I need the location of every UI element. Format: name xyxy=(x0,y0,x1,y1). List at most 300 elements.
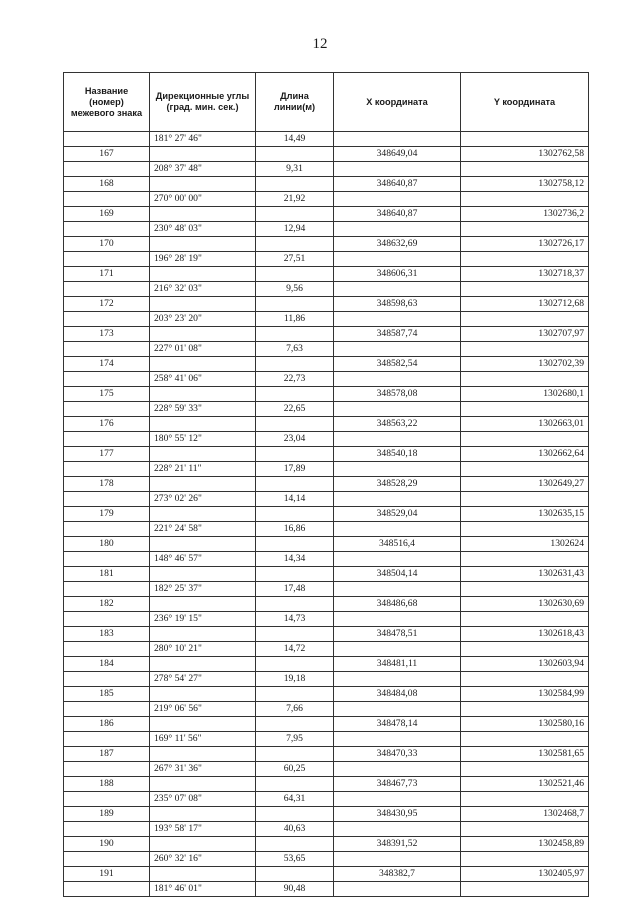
cell-angle xyxy=(150,267,256,282)
cell-length: 40,63 xyxy=(256,822,334,837)
cell-y xyxy=(461,492,589,507)
cell-angle: 228° 21' 11" xyxy=(150,462,256,477)
cell-name xyxy=(64,552,150,567)
cell-name xyxy=(64,882,150,897)
cell-x: 348430,95 xyxy=(334,807,461,822)
table-row xyxy=(64,162,589,177)
cell-angle xyxy=(150,207,256,222)
cell-name: 176 xyxy=(64,417,150,432)
cell-y xyxy=(461,852,589,867)
cell-x: 348563,22 xyxy=(334,417,461,432)
cell-length xyxy=(256,387,334,402)
cell-length: 14,72 xyxy=(256,642,334,657)
cell-length xyxy=(256,717,334,732)
cell-name: 167 xyxy=(64,147,150,162)
coordinates-table xyxy=(63,72,589,897)
table-row xyxy=(64,252,589,267)
cell-angle: 203° 23' 20" xyxy=(150,312,256,327)
table-row xyxy=(64,192,589,207)
cell-length xyxy=(256,807,334,822)
table-row xyxy=(64,747,589,762)
cell-length: 14,49 xyxy=(256,132,334,147)
cell-angle xyxy=(150,297,256,312)
cell-angle: 196° 28' 19" xyxy=(150,252,256,267)
cell-y: 1302631,43 xyxy=(461,567,589,582)
cell-length: 27,51 xyxy=(256,252,334,267)
cell-angle: 258° 41' 06" xyxy=(150,372,256,387)
cell-name: 180 xyxy=(64,537,150,552)
cell-x xyxy=(334,612,461,627)
cell-y: 1302624 xyxy=(461,537,589,552)
cell-angle xyxy=(150,357,256,372)
cell-angle: 270° 00' 00" xyxy=(150,192,256,207)
cell-x xyxy=(334,402,461,417)
cell-name: 177 xyxy=(64,447,150,462)
table-row xyxy=(64,702,589,717)
cell-length xyxy=(256,327,334,342)
cell-length xyxy=(256,837,334,852)
cell-x xyxy=(334,552,461,567)
table-row xyxy=(64,567,589,582)
cell-y xyxy=(461,552,589,567)
cell-y: 1302736,2 xyxy=(461,207,589,222)
table-row xyxy=(64,852,589,867)
cell-length xyxy=(256,237,334,252)
cell-length xyxy=(256,537,334,552)
table-row xyxy=(64,762,589,777)
table-body xyxy=(64,132,589,897)
cell-name: 173 xyxy=(64,327,150,342)
cell-y: 1302521,46 xyxy=(461,777,589,792)
table-row xyxy=(64,672,589,687)
cell-length: 14,34 xyxy=(256,552,334,567)
cell-x xyxy=(334,672,461,687)
cell-angle xyxy=(150,447,256,462)
cell-x xyxy=(334,162,461,177)
table-row xyxy=(64,432,589,447)
cell-x xyxy=(334,342,461,357)
cell-angle xyxy=(150,477,256,492)
cell-name xyxy=(64,132,150,147)
cell-name: 179 xyxy=(64,507,150,522)
cell-angle xyxy=(150,237,256,252)
cell-y xyxy=(461,342,589,357)
table-row xyxy=(64,717,589,732)
cell-x xyxy=(334,282,461,297)
cell-name: 190 xyxy=(64,837,150,852)
cell-y xyxy=(461,162,589,177)
cell-y xyxy=(461,732,589,747)
cell-angle: 169° 11' 56" xyxy=(150,732,256,747)
cell-y: 1302618,43 xyxy=(461,627,589,642)
table-row xyxy=(64,372,589,387)
table-row xyxy=(64,582,589,597)
cell-angle: 208° 37' 48" xyxy=(150,162,256,177)
cell-y xyxy=(461,282,589,297)
cell-angle: 280° 10' 21" xyxy=(150,642,256,657)
cell-length xyxy=(256,507,334,522)
cell-length: 7,63 xyxy=(256,342,334,357)
cell-angle xyxy=(150,837,256,852)
cell-x: 348516,4 xyxy=(334,537,461,552)
cell-x: 348640,87 xyxy=(334,207,461,222)
cell-x: 348632,69 xyxy=(334,237,461,252)
table-row xyxy=(64,312,589,327)
cell-y xyxy=(461,822,589,837)
cell-y: 1302758,12 xyxy=(461,177,589,192)
cell-x xyxy=(334,312,461,327)
table-row xyxy=(64,387,589,402)
table-row xyxy=(64,207,589,222)
table-row xyxy=(64,627,589,642)
cell-length: 90,48 xyxy=(256,882,334,897)
cell-angle xyxy=(150,747,256,762)
table-row xyxy=(64,492,589,507)
cell-angle xyxy=(150,177,256,192)
cell-x: 348467,73 xyxy=(334,777,461,792)
cell-angle: 230° 48' 03" xyxy=(150,222,256,237)
cell-angle: 227° 01' 08" xyxy=(150,342,256,357)
cell-angle: 260° 32' 16" xyxy=(150,852,256,867)
cell-name xyxy=(64,792,150,807)
cell-angle: 182° 25' 37" xyxy=(150,582,256,597)
cell-name xyxy=(64,522,150,537)
cell-y xyxy=(461,672,589,687)
cell-x: 348640,87 xyxy=(334,177,461,192)
table-row xyxy=(64,267,589,282)
cell-name: 182 xyxy=(64,597,150,612)
header-y: Y координата xyxy=(461,73,589,132)
cell-length xyxy=(256,417,334,432)
header-x: X координата xyxy=(334,73,461,132)
cell-x xyxy=(334,522,461,537)
cell-angle xyxy=(150,387,256,402)
table-row xyxy=(64,507,589,522)
cell-x xyxy=(334,882,461,897)
cell-length: 21,92 xyxy=(256,192,334,207)
cell-y: 1302603,94 xyxy=(461,657,589,672)
cell-name xyxy=(64,282,150,297)
table-row xyxy=(64,147,589,162)
table-row xyxy=(64,342,589,357)
cell-x: 348484,08 xyxy=(334,687,461,702)
cell-y xyxy=(461,192,589,207)
cell-x xyxy=(334,762,461,777)
cell-length: 9,56 xyxy=(256,282,334,297)
cell-y: 1302584,99 xyxy=(461,687,589,702)
cell-name: 172 xyxy=(64,297,150,312)
cell-angle: 235° 07' 08" xyxy=(150,792,256,807)
cell-x: 348649,04 xyxy=(334,147,461,162)
cell-y xyxy=(461,762,589,777)
cell-length xyxy=(256,777,334,792)
cell-name xyxy=(64,402,150,417)
cell-length xyxy=(256,867,334,882)
cell-name xyxy=(64,342,150,357)
cell-name: 169 xyxy=(64,207,150,222)
cell-length: 22,65 xyxy=(256,402,334,417)
table-header xyxy=(64,73,589,132)
cell-angle: 181° 46' 01" xyxy=(150,882,256,897)
cell-name xyxy=(64,462,150,477)
table-row xyxy=(64,822,589,837)
table-row xyxy=(64,447,589,462)
cell-length xyxy=(256,627,334,642)
cell-angle xyxy=(150,627,256,642)
cell-name xyxy=(64,582,150,597)
cell-length xyxy=(256,147,334,162)
cell-x xyxy=(334,462,461,477)
cell-angle xyxy=(150,657,256,672)
cell-length xyxy=(256,207,334,222)
cell-y: 1302707,97 xyxy=(461,327,589,342)
cell-name xyxy=(64,732,150,747)
cell-y xyxy=(461,132,589,147)
cell-name xyxy=(64,762,150,777)
cell-length xyxy=(256,747,334,762)
cell-length: 14,73 xyxy=(256,612,334,627)
cell-length: 60,25 xyxy=(256,762,334,777)
table-row xyxy=(64,657,589,672)
cell-x: 348504,14 xyxy=(334,567,461,582)
cell-angle: 181° 27' 46" xyxy=(150,132,256,147)
cell-x xyxy=(334,372,461,387)
cell-y xyxy=(461,582,589,597)
cell-x xyxy=(334,132,461,147)
cell-y: 1302635,15 xyxy=(461,507,589,522)
cell-x xyxy=(334,792,461,807)
cell-angle: 228° 59' 33" xyxy=(150,402,256,417)
cell-y: 1302458,89 xyxy=(461,837,589,852)
cell-angle: 148° 46' 57" xyxy=(150,552,256,567)
cell-length: 14,14 xyxy=(256,492,334,507)
cell-x: 348391,52 xyxy=(334,837,461,852)
cell-y: 1302712,68 xyxy=(461,297,589,312)
table-row xyxy=(64,357,589,372)
table-row xyxy=(64,597,589,612)
cell-angle: 219° 06' 56" xyxy=(150,702,256,717)
cell-angle xyxy=(150,807,256,822)
table-row xyxy=(64,732,589,747)
cell-name: 189 xyxy=(64,807,150,822)
table-row xyxy=(64,132,589,147)
table-row xyxy=(64,807,589,822)
cell-name: 175 xyxy=(64,387,150,402)
cell-name xyxy=(64,672,150,687)
cell-angle xyxy=(150,687,256,702)
cell-angle xyxy=(150,417,256,432)
table-row xyxy=(64,177,589,192)
table-row xyxy=(64,642,589,657)
cell-angle xyxy=(150,507,256,522)
cell-name: 187 xyxy=(64,747,150,762)
header-row xyxy=(64,73,589,132)
cell-length: 12,94 xyxy=(256,222,334,237)
table-row xyxy=(64,417,589,432)
cell-name: 186 xyxy=(64,717,150,732)
cell-length: 22,73 xyxy=(256,372,334,387)
cell-angle: 216° 32' 03" xyxy=(150,282,256,297)
cell-length: 53,65 xyxy=(256,852,334,867)
cell-y xyxy=(461,432,589,447)
cell-length: 7,66 xyxy=(256,702,334,717)
cell-angle xyxy=(150,567,256,582)
cell-name xyxy=(64,852,150,867)
cell-x: 348540,18 xyxy=(334,447,461,462)
cell-y: 1302762,58 xyxy=(461,147,589,162)
table-row xyxy=(64,477,589,492)
cell-x: 348481,11 xyxy=(334,657,461,672)
cell-length xyxy=(256,477,334,492)
header-length: Длина линии(м) xyxy=(256,73,334,132)
table-row xyxy=(64,222,589,237)
cell-y xyxy=(461,402,589,417)
cell-length xyxy=(256,687,334,702)
cell-x: 348582,54 xyxy=(334,357,461,372)
cell-y: 1302580,16 xyxy=(461,717,589,732)
cell-name xyxy=(64,192,150,207)
cell-angle: 221° 24' 58" xyxy=(150,522,256,537)
cell-x xyxy=(334,432,461,447)
cell-x: 348486,68 xyxy=(334,597,461,612)
cell-angle: 273° 02' 26" xyxy=(150,492,256,507)
cell-length xyxy=(256,447,334,462)
cell-name: 170 xyxy=(64,237,150,252)
page-number: 12 xyxy=(312,36,328,52)
cell-name xyxy=(64,372,150,387)
cell-y: 1302726,17 xyxy=(461,237,589,252)
cell-x: 348478,14 xyxy=(334,717,461,732)
cell-x: 348606,31 xyxy=(334,267,461,282)
cell-angle xyxy=(150,777,256,792)
cell-x xyxy=(334,252,461,267)
cell-x: 348528,29 xyxy=(334,477,461,492)
cell-name: 183 xyxy=(64,627,150,642)
cell-name: 185 xyxy=(64,687,150,702)
cell-angle: 278° 54' 27" xyxy=(150,672,256,687)
cell-name xyxy=(64,312,150,327)
cell-angle: 236° 19' 15" xyxy=(150,612,256,627)
cell-y xyxy=(461,642,589,657)
cell-name xyxy=(64,642,150,657)
header-name: Название (номер) межевого знака xyxy=(64,73,150,132)
cell-x xyxy=(334,702,461,717)
table-row xyxy=(64,612,589,627)
cell-length: 11,86 xyxy=(256,312,334,327)
cell-length: 17,89 xyxy=(256,462,334,477)
cell-angle xyxy=(150,537,256,552)
table-row xyxy=(64,792,589,807)
table-row xyxy=(64,552,589,567)
cell-x: 348470,33 xyxy=(334,747,461,762)
cell-x: 348587,74 xyxy=(334,327,461,342)
cell-y xyxy=(461,522,589,537)
cell-y xyxy=(461,252,589,267)
table-row xyxy=(64,462,589,477)
cell-y xyxy=(461,882,589,897)
cell-y: 1302662,64 xyxy=(461,447,589,462)
cell-length: 19,18 xyxy=(256,672,334,687)
cell-name: 174 xyxy=(64,357,150,372)
cell-name xyxy=(64,492,150,507)
cell-length xyxy=(256,567,334,582)
cell-name xyxy=(64,702,150,717)
cell-length: 16,86 xyxy=(256,522,334,537)
cell-length: 64,31 xyxy=(256,792,334,807)
table-row xyxy=(64,837,589,852)
cell-angle: 267° 31' 36" xyxy=(150,762,256,777)
table-row xyxy=(64,867,589,882)
cell-x: 348598,63 xyxy=(334,297,461,312)
cell-x xyxy=(334,732,461,747)
table-row xyxy=(64,237,589,252)
cell-length: 23,04 xyxy=(256,432,334,447)
cell-length xyxy=(256,657,334,672)
cell-angle: 193° 58' 17" xyxy=(150,822,256,837)
cell-angle xyxy=(150,597,256,612)
table-row xyxy=(64,687,589,702)
cell-name xyxy=(64,612,150,627)
table-row xyxy=(64,297,589,312)
cell-name: 171 xyxy=(64,267,150,282)
table-row xyxy=(64,537,589,552)
table-row xyxy=(64,402,589,417)
cell-y: 1302630,69 xyxy=(461,597,589,612)
cell-x xyxy=(334,822,461,837)
cell-length xyxy=(256,177,334,192)
cell-length xyxy=(256,267,334,282)
cell-y: 1302405,97 xyxy=(461,867,589,882)
cell-length: 17,48 xyxy=(256,582,334,597)
cell-y xyxy=(461,222,589,237)
cell-x xyxy=(334,642,461,657)
cell-name xyxy=(64,822,150,837)
cell-y: 1302468,7 xyxy=(461,807,589,822)
cell-x: 348578,08 xyxy=(334,387,461,402)
cell-length: 9,31 xyxy=(256,162,334,177)
cell-y: 1302702,39 xyxy=(461,357,589,372)
cell-name: 181 xyxy=(64,567,150,582)
table-row xyxy=(64,882,589,897)
cell-x: 348478,51 xyxy=(334,627,461,642)
cell-name: 168 xyxy=(64,177,150,192)
cell-x: 348382,7 xyxy=(334,867,461,882)
cell-y xyxy=(461,312,589,327)
cell-length xyxy=(256,597,334,612)
header-angle: Дирекционные углы (град. мин. сек.) xyxy=(150,73,256,132)
cell-y: 1302649,27 xyxy=(461,477,589,492)
cell-name xyxy=(64,432,150,447)
cell-y: 1302680,1 xyxy=(461,387,589,402)
table-row xyxy=(64,282,589,297)
table-row xyxy=(64,327,589,342)
cell-y xyxy=(461,612,589,627)
cell-y: 1302718,37 xyxy=(461,267,589,282)
cell-x xyxy=(334,192,461,207)
cell-angle: 180° 55' 12" xyxy=(150,432,256,447)
cell-name xyxy=(64,252,150,267)
cell-x xyxy=(334,852,461,867)
cell-length xyxy=(256,297,334,312)
cell-y xyxy=(461,792,589,807)
cell-y: 1302581,65 xyxy=(461,747,589,762)
cell-y xyxy=(461,462,589,477)
table-row xyxy=(64,777,589,792)
cell-length xyxy=(256,357,334,372)
cell-y xyxy=(461,372,589,387)
cell-x xyxy=(334,582,461,597)
cell-y xyxy=(461,702,589,717)
